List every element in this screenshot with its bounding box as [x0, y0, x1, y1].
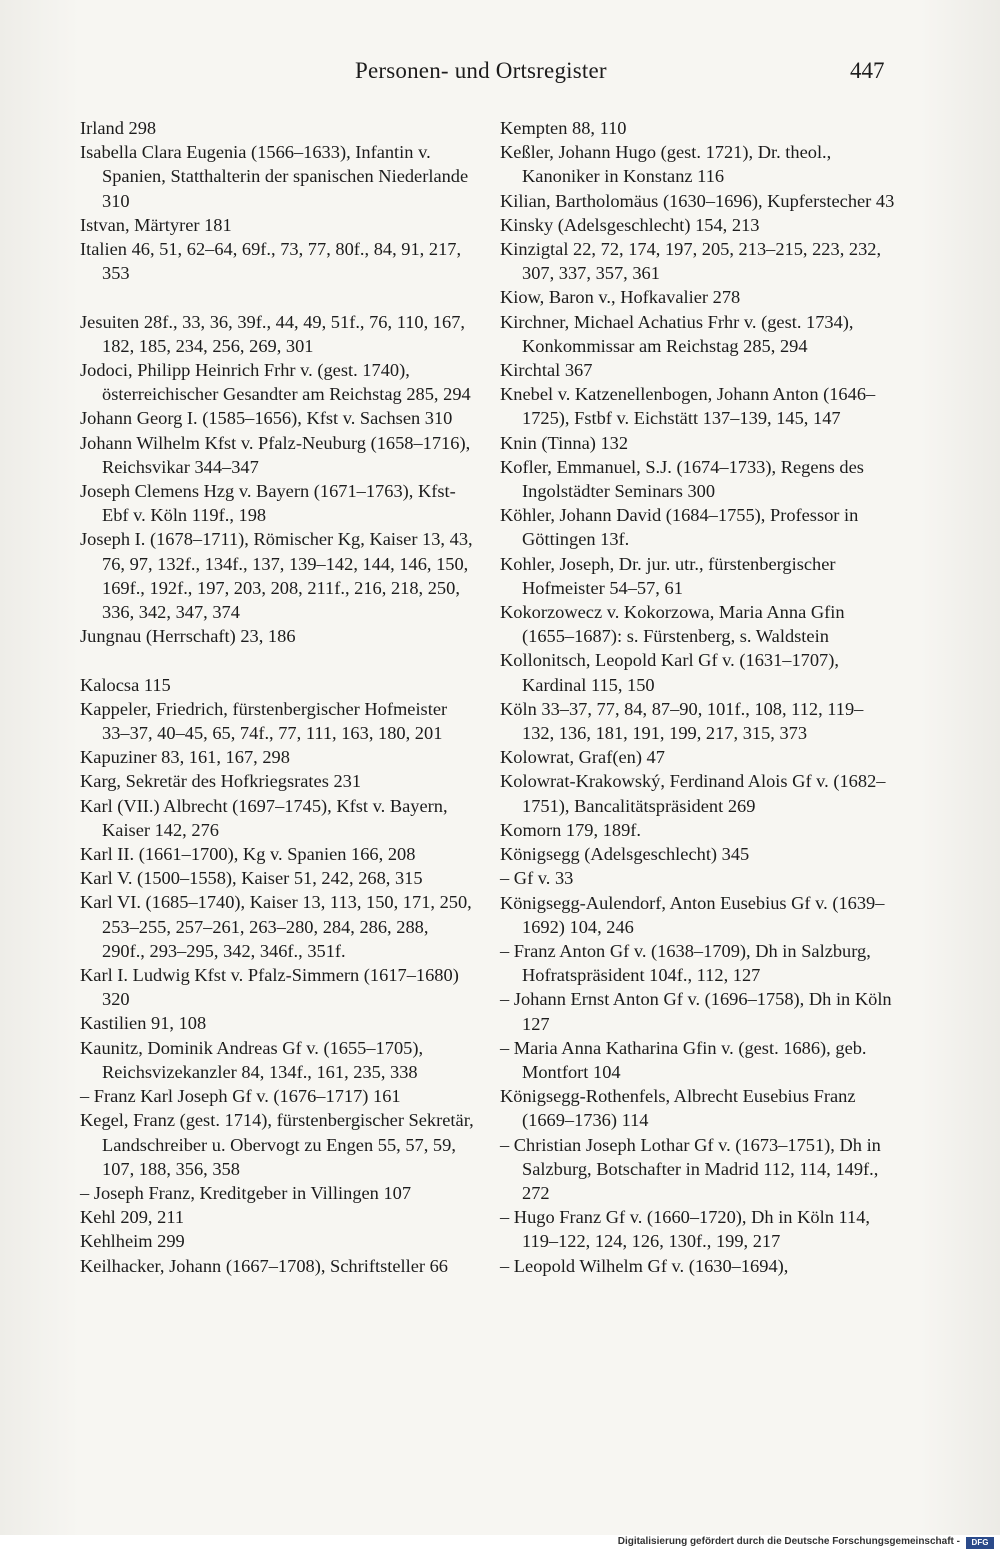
index-entry: Kehlheim 299 — [80, 1231, 185, 1252]
index-entry: – Gf v. 33 — [500, 868, 574, 889]
index-entry: Kinsky (Adelsgeschlecht) 154, 213 — [500, 214, 760, 235]
index-entry: Kehl 209, 211 — [80, 1207, 185, 1228]
index-entry: Karl I. Ludwig Kfst v. Pfalz-Simmern (1617–1680) 320 — [80, 965, 459, 1010]
index-entry: – Maria Anna Katharina Gfin v. (gest. 1686), geb. Montfort 104 — [500, 1037, 867, 1082]
index-entry: Karg, Sekretär des Hofkriegsrates 231 — [80, 771, 362, 792]
index-entry: Isabella Clara Eugenia (1566–1633), Infantin v. Spanien, Statthalterin der spanischen Niederlande 310 — [80, 142, 469, 211]
page-number: 447 — [850, 58, 885, 83]
running-header — [0, 58, 1000, 90]
index-entry: Kaunitz, Dominik Andreas Gf v. (1655–1705), Reichsvizekanzler 84, 134f., 161, 235, 338 — [80, 1037, 424, 1082]
index-entry: Karl II. (1661–1700), Kg v. Spanien 166, 208 — [80, 844, 416, 865]
index-entry: Italien 46, 51, 62–64, 69f., 73, 77, 80f., 84, 91, 217, 353 — [80, 239, 462, 284]
index-entry: Kinzigtal 22, 72, 174, 197, 205, 213–215, 223, 232, 307, 337, 357, 361 — [500, 239, 882, 284]
index-entry: Karl V. (1500–1558), Kaiser 51, 242, 268, 315 — [80, 868, 423, 889]
index-entry: Kegel, Franz (gest. 1714), fürstenbergischer Sekretär, Landschreiber u. Obervogt zu Engen 55, 57, 59, 107, 188, 356, 358 — [80, 1110, 474, 1179]
index-entry: – Franz Anton Gf v. (1638–1709), Dh in Salzburg, Hofratspräsident 104f., 112, 127 — [500, 940, 871, 986]
index-entry: Jodoci, Philipp Heinrich Frhr v. (gest. 1740), österreichischer Gesandter am Reichstag 285, 294 — [80, 360, 471, 405]
section-gap — [80, 285, 475, 309]
index-entry: – Leopold Wilhelm Gf v. (1630–1694), — [500, 1255, 789, 1276]
index-entry: Kolowrat, Graf(en) 47 — [500, 747, 665, 768]
index-entry: Keßler, Johann Hugo (gest. 1721), Dr. theol., Kanoniker in Konstanz 116 — [500, 142, 832, 187]
index-entry: – Christian Joseph Lothar Gf v. (1673–1751), Dh in Salzburg, Botschafter in Madrid 112, 114, 149f., 272 — [500, 1134, 881, 1203]
index-entry: Kilian, Bartholomäus (1630–1696), Kupferstecher 43 — [500, 190, 895, 211]
index-entry: Jungnau (Herrschaft) 23, 186 — [80, 626, 296, 647]
index-entry: Kappeler, Friedrich, fürstenbergischer Hofmeister 33–37, 40–45, 65, 74f., 77, 111, 163, 180, 201 — [80, 698, 448, 744]
index-entry: Kofler, Emmanuel, S.J. (1674–1733), Regens des Ingolstädter Seminars 300 — [500, 456, 864, 502]
index-entry: – Johann Ernst Anton Gf v. (1696–1758), Dh in Köln 127 — [500, 989, 892, 1034]
index-entry: Königsegg (Adelsgeschlecht) 345 — [500, 844, 750, 865]
index-entry: Joseph I. (1678–1711), Römischer Kg, Kaiser 13, 43, 76, 97, 132f., 134f., 137, 139–142, 144, 146, 150, 169f., 192f., 197, 203, 208, 211f., 216, 218, 250, 336, 342, 347, 374 — [80, 529, 473, 623]
header-title: Personen- und Ortsregister — [355, 58, 607, 83]
index-entry: Kokorzowecz v. Kokorzowa, Maria Anna Gfin (1655–1687): s. Fürstenberg, s. Waldstein — [500, 602, 845, 647]
index-entry: – Hugo Franz Gf v. (1660–1720), Dh in Köln 114, 119–122, 124, 126, 130f., 199, 217 — [500, 1207, 870, 1252]
index-entry: Jesuiten 28f., 33, 36, 39f., 44, 49, 51f., 76, 110, 167, 182, 185, 234, 256, 269, 301 — [80, 311, 465, 356]
index-entry: Kirchner, Michael Achatius Frhr v. (gest. 1734), Konkommissar am Reichstag 285, 294 — [500, 311, 854, 356]
index-entry: Karl (VII.) Albrecht (1697–1745), Kfst v. Bayern, Kaiser 142, 276 — [80, 795, 448, 840]
footer-credit: Digitalisierung gefördert durch die Deutsche Forschungsgemeinschaft - — [617, 1536, 960, 1547]
section-gap — [80, 648, 475, 672]
index-entry: Königsegg-Rothenfels, Albrecht Eusebius Franz (1669–1736) 114 — [500, 1086, 856, 1131]
index-entry: Komorn 179, 189f. — [500, 819, 641, 840]
index-entry: Knin (Tinna) 132 — [500, 432, 629, 453]
index-entry: Istvan, Märtyrer 181 — [80, 214, 232, 235]
index-entry: Kolowrat-Krakowský, Ferdinand Alois Gf v. (1682–1751), Bancalitätspräsident 269 — [500, 771, 886, 816]
index-entry: Keilhacker, Johann (1667–1708), Schriftsteller 66 — [80, 1255, 449, 1276]
index-column-left — [80, 116, 475, 1278]
index-entry: – Joseph Franz, Kreditgeber in Villingen 107 — [80, 1182, 412, 1203]
index-entry: Kollonitsch, Leopold Karl Gf v. (1631–1707), Kardinal 115, 150 — [500, 650, 839, 695]
index-entry: Kalocsa 115 — [80, 674, 171, 695]
index-entry: Kohler, Joseph, Dr. jur. utr., fürstenbergischer Hofmeister 54–57, 61 — [500, 553, 836, 598]
dfg-logo: DFG — [966, 1537, 994, 1549]
footer-bar — [0, 1535, 1000, 1552]
index-entry: Johann Wilhelm Kfst v. Pfalz-Neuburg (1658–1716), Reichsvikar 344–347 — [80, 432, 471, 477]
index-entry: Joseph Clemens Hzg v. Bayern (1671–1763), Kfst-Ebf v. Köln 119f., 198 — [80, 481, 456, 526]
index-entry: Knebel v. Katzenellenbogen, Johann Anton (1646–1725), Fstbf v. Eichstätt 137–139, 145, 147 — [500, 384, 876, 429]
index-entry: Karl VI. (1685–1740), Kaiser 13, 113, 150, 171, 250, 253–255, 257–261, 263–280, 284, 286, 288, 290f., 293–295, 342, 346f., 351f. — [80, 892, 472, 961]
index-entry: Kapuziner 83, 161, 167, 298 — [80, 747, 290, 768]
index-entry: Königsegg-Aulendorf, Anton Eusebius Gf v. (1639–1692) 104, 246 — [500, 892, 885, 937]
index-entry: Kirchtal 367 — [500, 360, 593, 381]
index-entry: Irland 298 — [80, 118, 157, 138]
index-entry: – Franz Karl Joseph Gf v. (1676–1717) 161 — [80, 1086, 401, 1107]
index-entry: Johann Georg I. (1585–1656), Kfst v. Sachsen 310 — [80, 408, 453, 429]
index-entry: Kiow, Baron v., Hofkavalier 278 — [500, 287, 741, 308]
index-entry: Köhler, Johann David (1684–1755), Professor in Göttingen 13f. — [500, 505, 859, 550]
index-entry: Kastilien 91, 108 — [80, 1013, 207, 1034]
index-entry: Kempten 88, 110 — [500, 118, 627, 138]
index-entry: Köln 33–37, 77, 84, 87–90, 101f., 108, 112, 119–132, 136, 181, 191, 199, 217, 315, 373 — [500, 698, 864, 744]
index-column-right — [500, 116, 895, 1278]
